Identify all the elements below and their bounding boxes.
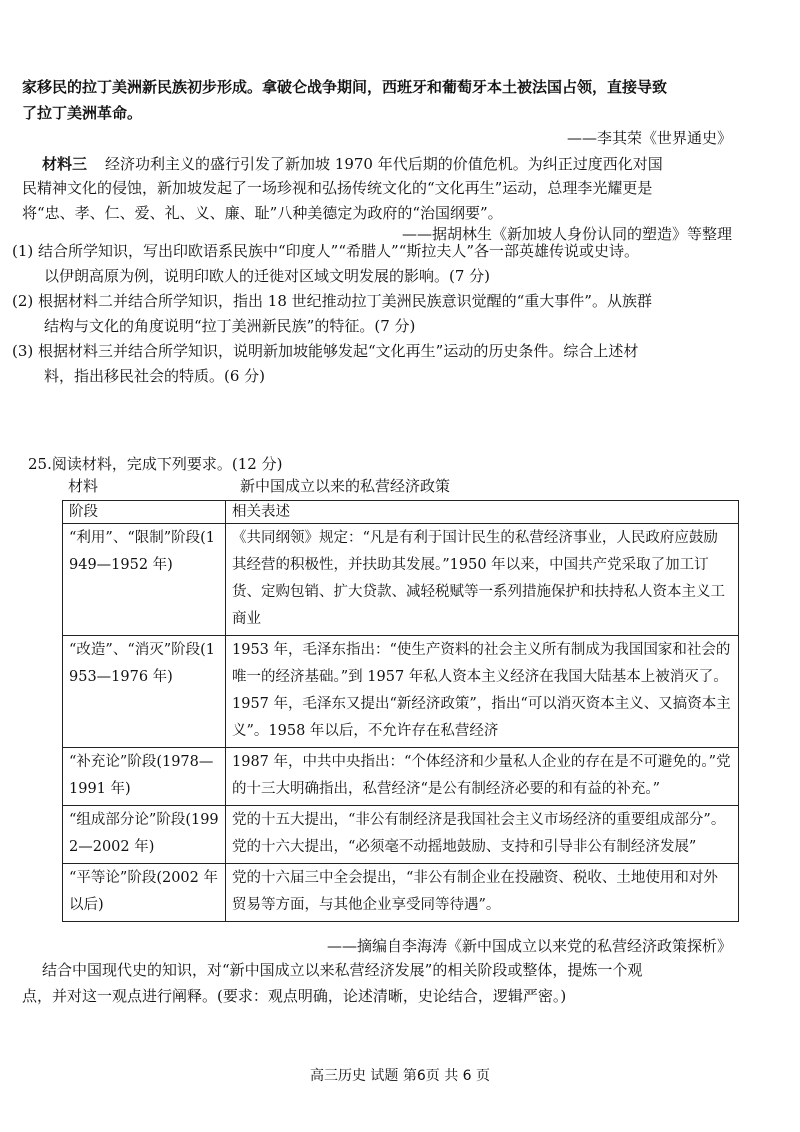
description-cell: 1987 年，中共中央指出：“个体经济和少量私人企业的存在是不可避免的。”党的十三大明确指出，私营经济“是公有制经济必要的和有益的补充。” <box>226 748 739 806</box>
material3-line: 民精神文化的侵蚀，新加坡发起了一场珍视和弘扬传统文化的“文化再生”运动，总理李光耀更是 <box>22 179 653 197</box>
material2-source: ——李其荣《世界通史》 <box>566 129 732 147</box>
question-25-prompt-cont: 点，并对这一观点进行阐释。(要求：观点明确，论述清晰，史论结合，逻辑严密。) <box>22 987 567 1005</box>
material2-continued-line: 了拉丁美洲革命。 <box>22 104 143 122</box>
question-24-3: (3) 根据材料三并结合所学知识，说明新加坡能够发起“文化再生”运动的历史条件。综合上述材 <box>12 342 639 360</box>
table-row <box>63 806 739 864</box>
question-24-2: (2) 根据材料二并结合所学知识，指出 18 世纪推动拉丁美洲民族意识觉醒的“重大事件”。从族群 <box>12 292 652 310</box>
header-stage: 阶段 <box>63 501 226 524</box>
material2-continued-line: 家移民的拉丁美洲新民族初步形成。拿破仑战争期间，西班牙和葡萄牙本土被法国占领，直接导致 <box>22 78 668 96</box>
material-label: 材料 <box>68 477 99 495</box>
description-cell: 《共同纲领》规定：“凡是有利于国计民生的私营经济事业，人民政府应鼓励其经营的积极性，并扶助其发展。”1950 年以来，中国共产党采取了加工订货、定购包销、扩大贷款、减轻税赋等一系列措施保护和扶持私人资本主义工商业 <box>226 524 739 636</box>
stage-cell: “组成部分论”阶段(1992—2002 年) <box>63 806 226 864</box>
material3-label: 材料三 <box>42 155 88 173</box>
table-title: 新中国成立以来的私营经济政策 <box>240 477 451 495</box>
question-25-prompt: 结合中国现代史的知识，对“新中国成立以来私营经济发展”的相关阶段或整体，提炼一个观 <box>42 961 643 979</box>
material3-line <box>42 154 663 174</box>
header-description: 相关表述 <box>226 501 739 524</box>
description-cell: 党的十六届三中全会提出，“非公有制企业在投融资、税收、土地使用和对外贸易等方面，与其他企业享受同等待遇”。 <box>226 864 739 922</box>
table-row <box>63 748 739 806</box>
question-25-title: 25.阅读材料，完成下列要求。(12 分) <box>28 455 283 473</box>
material3-line: 将“忠、孝、仁、爱、礼、义、廉、耻”八种美德定为政府的“治国纲要”。 <box>22 204 503 222</box>
question-24-1: (1) 结合所学知识，写出印欧语系民族中“印度人”“希腊人”“斯拉夫人”各一部英雄传说或史诗。 <box>12 242 640 260</box>
description-cell: 1953 年，毛泽东指出：“使生产资料的社会主义所有制成为我国国家和社会的唯一的经济基础。”到 1957 年私人资本主义经济在我国大陆基本上被消灭了。1957 年，毛泽东又提出“新经济政策”，指出“可以消灭资本主义、又搞资本主义”。1958 年以后，不允许存在私营经济 <box>226 636 739 748</box>
question-24-2-cont: 结构与文化的角度说明“拉丁美洲新民族”的特征。(7 分) <box>44 317 416 335</box>
table-row <box>63 524 739 636</box>
description-cell: 党的十五大提出，“非公有制经济是我国社会主义市场经济的重要组成部分”。党的十六大提出，“必须毫不动摇地鼓励、支持和引导非公有制经济发展” <box>226 806 739 864</box>
material3-source: ——据胡林生《新加坡人身份认同的塑造》等整理 <box>401 225 732 243</box>
policy-table <box>62 500 739 922</box>
table-header-row <box>63 501 739 524</box>
table-source: ——摘编自李海涛《新中国成立以来党的私营经济政策探析》 <box>326 937 732 955</box>
page-footer: 高三历史 试题 第6页 共 6 页 <box>309 1068 491 1084</box>
table-row <box>63 864 739 922</box>
stage-cell: “补充论”阶段(1978—1991 年) <box>63 748 226 806</box>
question-24-1-cont: 以伊朗高原为例，说明印欧人的迁徙对区域文明发展的影响。(7 分) <box>44 267 491 285</box>
stage-cell: “改造”、“消灭”阶段(1953—1976 年) <box>63 636 226 748</box>
question-24-3-cont: 料，指出移民社会的特质。(6 分) <box>44 367 266 385</box>
table-row <box>63 636 739 748</box>
material3-text: 经济功利主义的盛行引发了新加坡 1970 年代后期的价值危机。为纠正过度西化对国 <box>105 155 663 173</box>
stage-cell: “平等论”阶段(2002 年以后) <box>63 864 226 922</box>
stage-cell: “利用”、“限制”阶段(1949—1952 年) <box>63 524 226 636</box>
